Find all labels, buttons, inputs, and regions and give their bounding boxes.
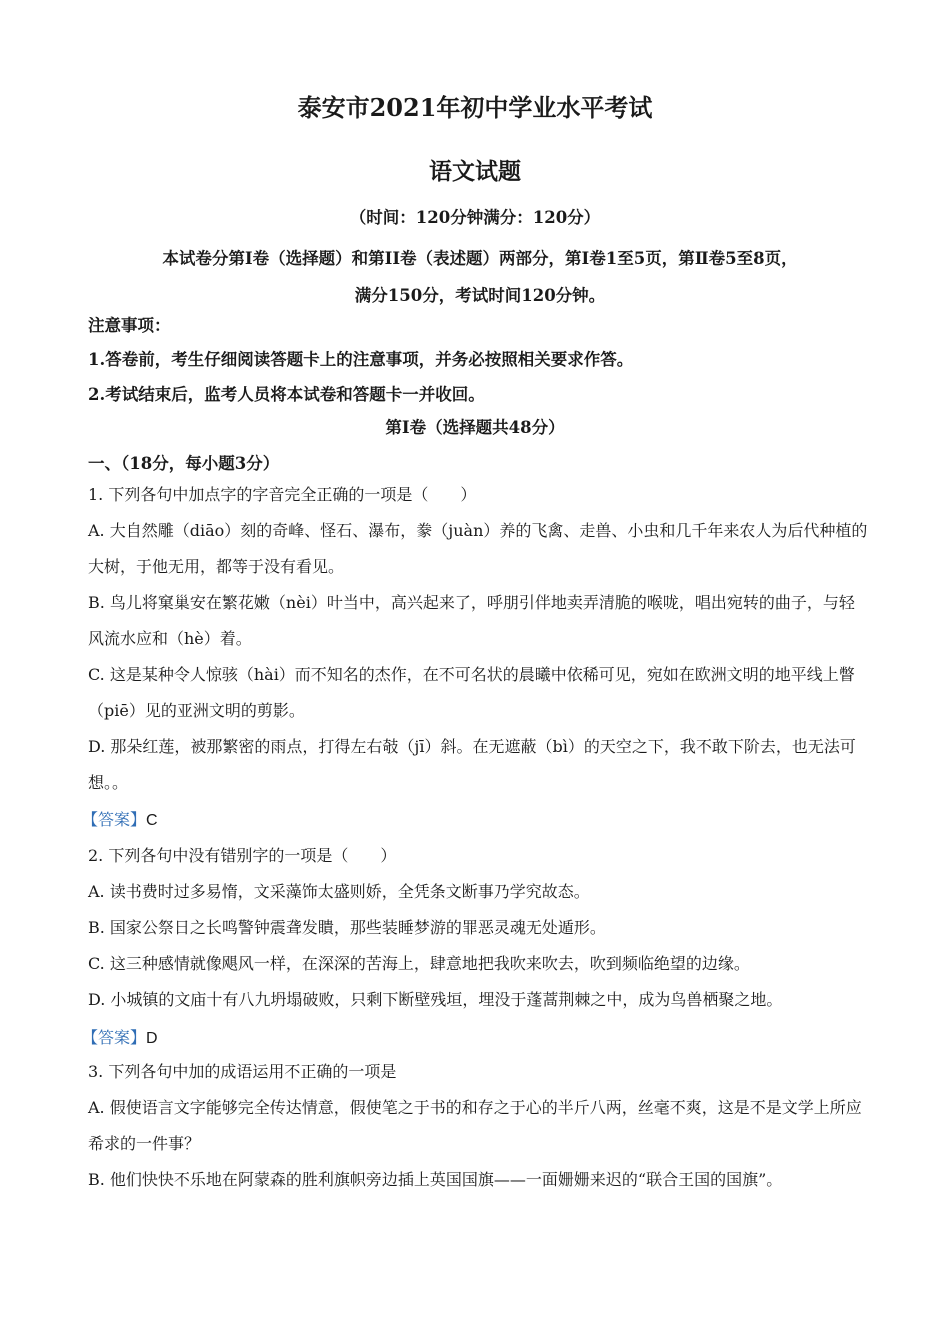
answer-value: C bbox=[146, 812, 158, 829]
question-1-option-b: B. 鸟儿将窠巢安在繁花嫩（nèi）叶当中，高兴起来了，呼朋引伴地卖弄清脆的喉咙，唱出宛转的曲子，与轻风流水应和（hè）着。 bbox=[88, 593, 855, 648]
time-info: （时间：120分钟满分：120分） bbox=[349, 208, 601, 227]
intro-line-2: 满分150分，考试时间120分钟。 bbox=[354, 286, 606, 305]
notes-item-1: 1.答卷前，考生仔细阅读答题卡上的注意事项，并务必按照相关要求作答。 bbox=[88, 350, 634, 369]
question-2-option-d: D. 小城镇的文庙十有八九坍塌破败，只剩下断壁残垣，埋没于蓬蒿荆棘之中，成为鸟兽栖聚之地。 bbox=[88, 990, 783, 1009]
section1-heading: 一、（18分，每小题3分） bbox=[88, 454, 280, 473]
question-2-answer bbox=[82, 1025, 158, 1048]
question-2-option-c: C. 这三种感情就像飓风一样，在深深的苦海上，肆意地把我吹来吹去，吹到频临绝望的边缘。 bbox=[88, 954, 750, 973]
question-1 bbox=[88, 477, 868, 801]
question-3-option-a: A. 假使语言文字能够完全传达情意，假使笔之于书的和存之于心的半斤八两，丝毫不爽，这是不是文学上所应希求的一件事？ bbox=[88, 1098, 862, 1153]
question-1-option-d: D. 那朵红莲，被那繁密的雨点，打得左右攲（jī）斜。在无遮蔽（bì）的天空之下，我不敢下阶去，也无法可想。。 bbox=[88, 737, 856, 792]
notes-heading: 注意事项： bbox=[88, 316, 171, 335]
question-3-stem: 3. 下列各句中加的成语运用不正确的一项是 bbox=[88, 1062, 397, 1081]
answer-value: D bbox=[146, 1030, 158, 1047]
exam-subtitle: 语文试题 bbox=[429, 158, 521, 185]
answer-tag: 【答案】 bbox=[82, 810, 147, 829]
question-2-option-b: B. 国家公祭日之长鸣警钟震聋发瞶，那些装睡梦游的罪恶灵魂无处遁形。 bbox=[88, 918, 606, 937]
question-2-option-a: A. 读书费时过多易惰，文采藻饰太盛则娇，全凭条文断事乃学究故态。 bbox=[88, 882, 590, 901]
question-3 bbox=[88, 1054, 868, 1198]
intro-line-1: 本试卷分第Ⅰ卷（选择题）和第II卷（表述题）两部分，第Ⅰ卷1至5页，第Ⅱ卷5至8页， bbox=[162, 249, 798, 268]
question-2 bbox=[88, 838, 868, 1018]
question-2-stem: 2. 下列各句中没有错别字的一项是（ ） bbox=[88, 846, 397, 865]
question-1-answer bbox=[82, 807, 158, 830]
exam-title: 泰安市2021年初中学业水平考试 bbox=[297, 93, 653, 122]
question-3-option-b: B. 他们快快不乐地在阿蒙森的胜利旗帜旁边插上英国国旗——一面姗姗来迟的“联合王国的国旗”。 bbox=[88, 1170, 783, 1189]
part1-heading: 第Ⅰ卷（选择题共48分） bbox=[385, 418, 565, 437]
notes-item-2: 2.考试结束后，监考人员将本试卷和答题卡一并收回。 bbox=[88, 385, 485, 404]
question-1-option-c: C. 这是某种令人惊骇（hài）而不知名的杰作，在不可名状的晨曦中依稀可见，宛如在欧洲文明的地平线上瞥（piē）见的亚洲文明的剪影。 bbox=[88, 665, 855, 720]
intro-text bbox=[80, 240, 880, 314]
question-1-option-a: A. 大自然雕（diāo）刻的奇峰、怪石、瀑布，豢（juàn）养的飞禽、走兽、小虫和几千年来农人为后代种植的大树，于他无用，都等于没有看见。 bbox=[88, 521, 868, 576]
answer-tag: 【答案】 bbox=[82, 1028, 147, 1047]
question-1-stem: 1. 下列各句中加点字的字音完全正确的一项是（ ） bbox=[88, 485, 477, 504]
